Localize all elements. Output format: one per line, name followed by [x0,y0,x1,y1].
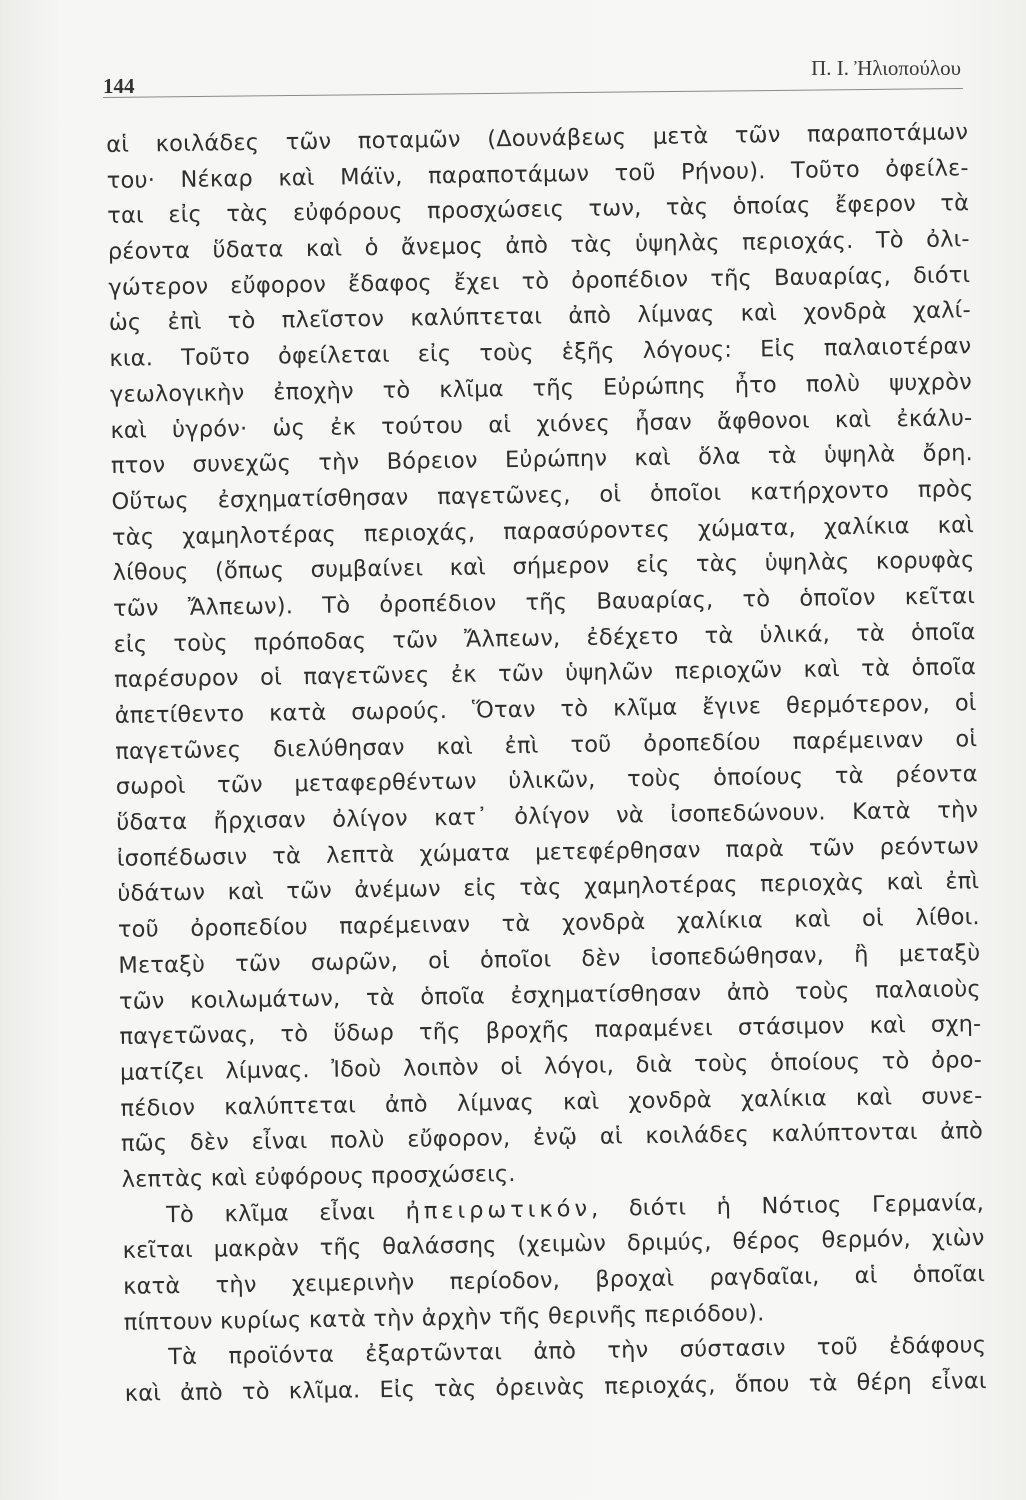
text-segment: Τὸ κλῖμα εἶναι [165,1198,376,1228]
text-line: Μεταξὺ τῶν σωρῶν, οἱ ὁποῖοι δὲν ἰσοπεδώθησαν, ἢ μεταξὺ [118,939,981,979]
text-line: καὶ ἀπὸ τὸ κλῖμα. Εἰς τὰς ὀρεινὰς περιοχάς, ὅπου τὰ θέρη εἶναι [124,1368,987,1407]
text-line: λίθους (ὅπως συμβαίνει καὶ σήμερον εἰς τὰς ὑψηλὰς κορυφὰς [112,547,975,587]
text-line: παγετῶνες διελύθησαν καὶ ἐπὶ τοῦ ὀροπεδίου παρέμειναν οἱ [115,725,978,765]
text-line: κατὰ τὴν χειμερινὴν περίοδον, βροχαὶ ραγδαῖαι, αἱ ὁποῖαι [123,1261,986,1300]
text-line: κεῖται μακρὰν τῆς θαλάσσης (χειμὼν δριμύς, θέρος θερμόν, χιὼν [122,1225,985,1265]
text-line: ὡς ἐπὶ τὸ πλεῖστον καλύπτεται ἀπὸ λίμνας καὶ χονδρὰ χαλί- [108,297,971,337]
text-line: τοῦ ὀροπεδίου παρέμειναν τὰ χονδρὰ χαλίκια καὶ οἱ λίθοι. [117,904,980,944]
text-line: Οὕτως ἐσχηματίσθησαν παγετῶνες, οἱ ὁποῖοι κατήρχοντο πρὸς [111,476,974,515]
text-line: πτον συνεχῶς τὴν Βόρειον Εὐρώπην καὶ ὅλα τὰ ὑψηλὰ ὄρη. [110,440,974,480]
text-line: ὕδατα ἤρχισαν ὀλίγον κατ᾽ ὀλίγον νὰ ἰσοπεδώνουν. Κατὰ τὴν [116,797,979,836]
text-line: κια. Τοῦτο ὀφείλεται εἰς τοὺς ἑξῆς λόγους: Εἰς παλαιοτέραν [109,333,972,373]
text-line: τῶν κοιλωμάτων, τὰ ὁποῖα ἐσχηματίσθησαν ἀπὸ τοὺς παλαιοὺς [118,975,982,1015]
text-line: καὶ ὑγρόν· ὡς ἐκ τούτου αἱ χιόνες ἦσαν ἄφθονοι καὶ ἐκάλυ- [110,404,973,444]
text-line: γεωλογικὴν ἐποχὴν τὸ κλῖμα τῆς Εὐρώπης ἦτο πολὺ ψυχρὸν [109,368,973,408]
text-line: λεπτὰς καὶ εὐφόρους προσχώσεις. [121,1160,516,1193]
text-line: παρέσυρον οἱ παγετῶνες ἐκ τῶν ὑψηλῶν περιοχῶν καὶ τὰ ὁποῖα [114,654,977,694]
emphasized-word: ἠπειρωτικόν [405,1195,592,1225]
text-line: αἱ κοιλάδες τῶν ποταμῶν (Δουνάβεως μετὰ τῶν παραποτάμων [106,119,969,158]
text-line: πέδιον καλύπτεται ἀπὸ λίμνας καὶ χονδρὰ χαλίκια καὶ συνε- [120,1082,983,1122]
text-line: ἰσοπέδωσιν τὰ λεπτὰ χώματα μετεφέρθησαν παρὰ τῶν ρεόντων [116,832,979,872]
text-line: εἰς τοὺς πρόποδας τῶν Ἄλπεων, ἐδέχετο τὰ ὑλικά, τὰ ὁποῖα [113,618,976,658]
text-line: σωροὶ τῶν μεταφερθέντων ὑλικῶν, τοὺς ὁποίους τὰ ρέοντα [115,761,978,801]
text-line: ματίζει λίμνας. Ἰδοὺ λοιπὸν οἱ λόγοι, διὰ τοὺς ὁποίους τὸ ὀρο- [119,1046,983,1086]
text-line: παγετῶνας, τὸ ὕδωρ τῆς βροχῆς παραμένει στάσιμον καὶ σχη- [119,1011,982,1051]
text-line: τὰς χαμηλοτέρας περιοχάς, παρασύροντες χώματα, χαλίκια καὶ [111,511,975,551]
paragraph-first-line: Τὰ προϊόντα ἐξαρτῶνται ἀπὸ τὴν σύστασιν τοῦ ἐδάφους [168,1332,987,1371]
text-line: τῶν Ἄλπεων). Τὸ ὀροπέδιον τῆς Βαυαρίας, τὸ ὁποῖον κεῖται [112,583,976,622]
text-line: του· Νέκαρ καὶ Μάϊν, παραποτάμων τοῦ Ρήνου). Τοῦτο ὀφείλε- [106,154,969,194]
text-segment: , διότι ἡ Νότιος Γερμανία, [590,1189,985,1222]
running-head-author: Π. Ι. Ἠλιοπούλου [811,56,961,80]
text-line: γώτερον εὔφορον ἔδαφος ἔχει τὸ ὀροπέδιον τῆς Βαυαρίας, διότι [108,261,971,301]
text-line: πῶς δὲν εἶναι πολὺ εὔφορον, ἐνῷ αἱ κοιλάδες καλύπτονται ἀπὸ [120,1118,984,1158]
text-line: ρέοντα ὕδατα καὶ ὁ ἄνεμος ἀπὸ τὰς ὑψηλὰς περιοχάς. Τὸ ὀλι- [107,226,970,266]
text-line: ὑδάτων καὶ τῶν ἀνέμων εἰς τὰς χαμηλοτέρας περιοχὰς καὶ ἐπὶ [117,868,980,908]
text-line: ἀπετίθεντο κατὰ σωρούς. Ὅταν τὸ κλῖμα ἔγινε θερμότερον, οἱ [114,690,977,729]
text-line: ται εἰς τὰς εὐφόρους προσχώσεις των, τὰς ὁποίας ἔφερον τὰ [107,190,970,230]
body-text [106,115,987,1412]
page-number: 144 [103,74,135,98]
text-line: πίπτουν κυρίως κατὰ τὴν ἀρχὴν τῆς θερινῆς περιόδου). [123,1300,765,1336]
